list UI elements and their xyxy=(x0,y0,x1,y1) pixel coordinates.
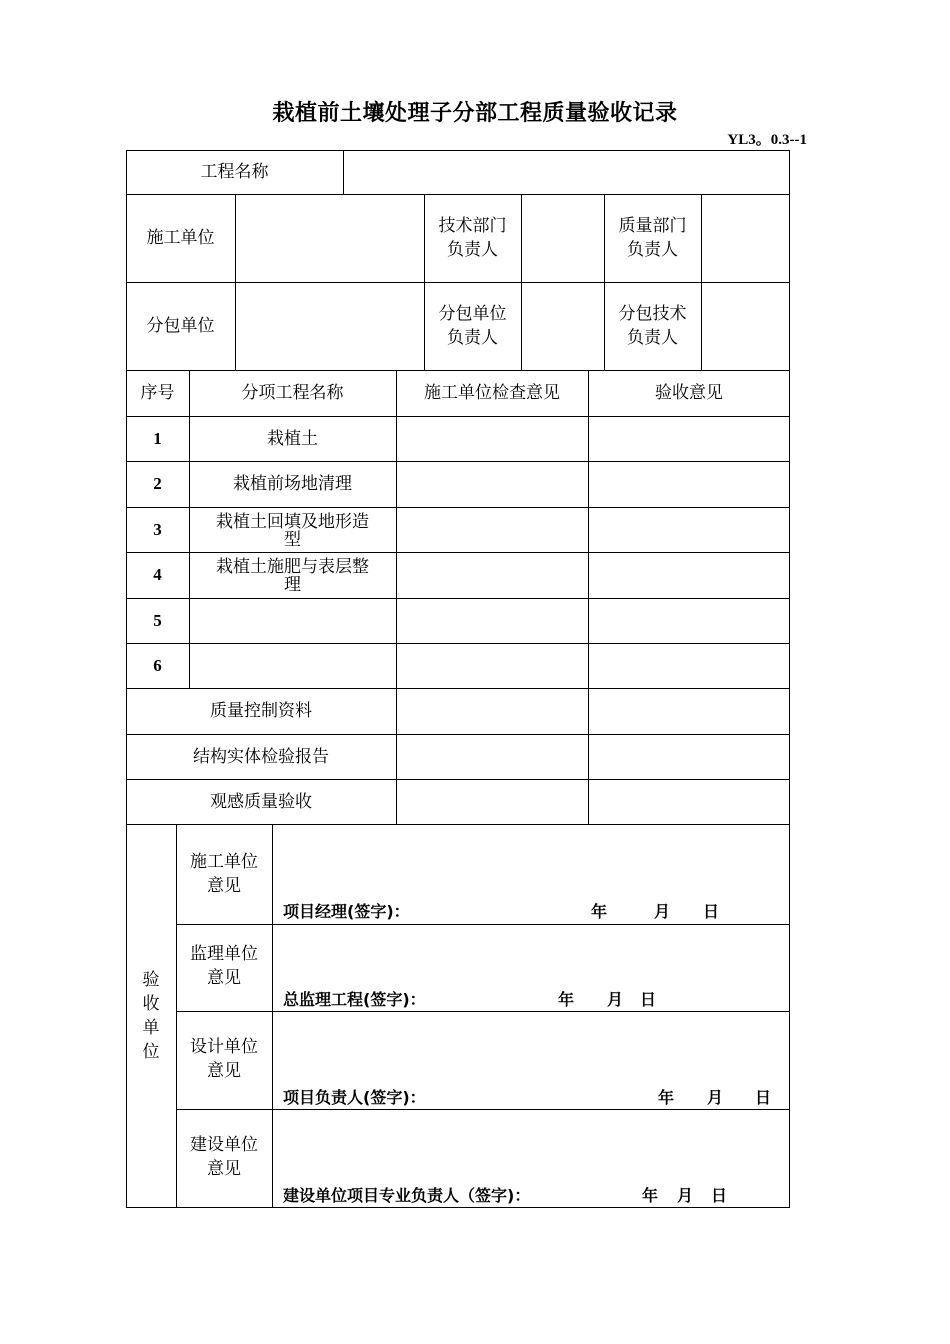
date-month: 月 xyxy=(607,990,624,1009)
unit-label-line1: 施工单位 xyxy=(190,852,258,872)
row-item-name xyxy=(189,552,396,598)
date-year: 年 xyxy=(591,902,608,921)
acceptance-units-label xyxy=(126,824,176,1208)
col-header-contractor-opinion: 施工单位检查意见 xyxy=(424,383,560,403)
date-day: 日 xyxy=(703,902,720,921)
signature-label: 建设单位项目专业负责人（签字)： xyxy=(283,1186,531,1205)
designer-opinion-label xyxy=(176,1011,272,1109)
row-item-name: 栽植土 xyxy=(267,428,318,449)
tech-head-label-line1: 技术部门 xyxy=(438,216,507,236)
sub-tech-label-line2: 负责人 xyxy=(627,328,678,348)
date-year: 年 xyxy=(642,1186,659,1205)
owner-opinion-label xyxy=(176,1109,272,1208)
contractor-label: 施工单位 xyxy=(146,228,215,248)
subcontractor-label: 分包单位 xyxy=(146,316,215,336)
row-item-name xyxy=(189,643,396,688)
tech-head-label xyxy=(424,194,521,282)
date-month: 月 xyxy=(654,902,671,921)
unit-label-line1: 监理单位 xyxy=(190,944,258,964)
signature-label: 总监理工程(签字)： xyxy=(283,990,426,1009)
row-item-name xyxy=(189,507,396,552)
contractor-value[interactable] xyxy=(235,194,424,282)
row-item-name-line2: 理 xyxy=(284,575,301,595)
col-divider xyxy=(588,370,589,824)
col-divider xyxy=(396,370,397,824)
col-header-no: 序号 xyxy=(140,383,175,403)
acceptance-char: 验 xyxy=(142,970,160,990)
col-header-item-name: 分项工程名称 xyxy=(241,383,344,403)
unit-label-line2: 意见 xyxy=(207,876,241,896)
quality-head-label-line1: 质量部门 xyxy=(618,216,687,236)
contractor-opinion-label xyxy=(176,824,272,924)
document-title: 栽植前土壤处理子分部工程质量验收记录 xyxy=(272,101,678,126)
unit-label-line2: 意见 xyxy=(207,1159,241,1179)
project-name-value[interactable] xyxy=(343,150,790,194)
unit-label-line1: 设计单位 xyxy=(190,1037,258,1057)
unit-label-line2: 意见 xyxy=(207,968,241,988)
structure-inspection-label: 结构实体检验报告 xyxy=(193,746,329,767)
acceptance-char: 位 xyxy=(142,1042,160,1062)
row-no: 5 xyxy=(153,610,162,630)
row-no: 1 xyxy=(153,428,162,448)
supervisor-opinion-label xyxy=(176,924,272,1011)
quality-head-label xyxy=(604,194,701,282)
date-day: 日 xyxy=(711,1186,728,1205)
date-year: 年 xyxy=(658,1088,675,1107)
row-item-name xyxy=(189,598,396,643)
col-header-acceptance-opinion: 验收意见 xyxy=(655,383,723,403)
unit-label-line1: 建设单位 xyxy=(190,1135,258,1155)
sub-head-label-line1: 分包单位 xyxy=(438,304,507,324)
sub-head-label-line2: 负责人 xyxy=(447,328,498,348)
sub-tech-label-line1: 分包技术 xyxy=(618,304,687,324)
tech-head-label-line2: 负责人 xyxy=(447,240,498,260)
form-code: YL3。0.3--1 xyxy=(727,132,807,148)
date-year: 年 xyxy=(558,990,575,1009)
subcontractor-value[interactable] xyxy=(235,282,424,370)
project-name-label: 工程名称 xyxy=(200,162,269,182)
sub-head-label xyxy=(424,282,521,370)
acceptance-char: 单 xyxy=(142,1018,160,1038)
quality-head-label-line2: 负责人 xyxy=(627,240,678,260)
unit-label-line2: 意见 xyxy=(207,1061,241,1081)
sub-tech-label xyxy=(604,282,701,370)
acceptance-char: 收 xyxy=(142,994,160,1014)
col-divider xyxy=(272,824,273,1208)
quality-control-docs-label: 质量控制资料 xyxy=(210,701,312,721)
signature-label: 项目负责人(签字)： xyxy=(283,1088,426,1107)
quality-head-value[interactable] xyxy=(701,194,790,282)
row-no: 6 xyxy=(153,655,162,675)
row-item-name-line1: 栽植土施肥与表层整 xyxy=(216,557,369,577)
row-item-name-line2: 型 xyxy=(284,530,301,550)
row-item-name: 栽植前场地清理 xyxy=(233,474,352,494)
date-day: 日 xyxy=(640,990,657,1009)
row-no: 3 xyxy=(153,519,162,539)
sub-tech-value[interactable] xyxy=(701,282,790,370)
row-no: 2 xyxy=(153,474,162,493)
appearance-acceptance-label: 观感质量验收 xyxy=(210,791,312,812)
row-no: 4 xyxy=(153,565,162,584)
tech-head-value[interactable] xyxy=(521,194,604,282)
date-month: 月 xyxy=(677,1186,694,1205)
date-month: 月 xyxy=(707,1088,724,1107)
sub-head-value[interactable] xyxy=(521,282,604,370)
date-day: 日 xyxy=(755,1088,772,1107)
row-item-name-line1: 栽植土回填及地形造 xyxy=(216,512,369,532)
signature-label: 项目经理(签字)： xyxy=(283,902,410,921)
